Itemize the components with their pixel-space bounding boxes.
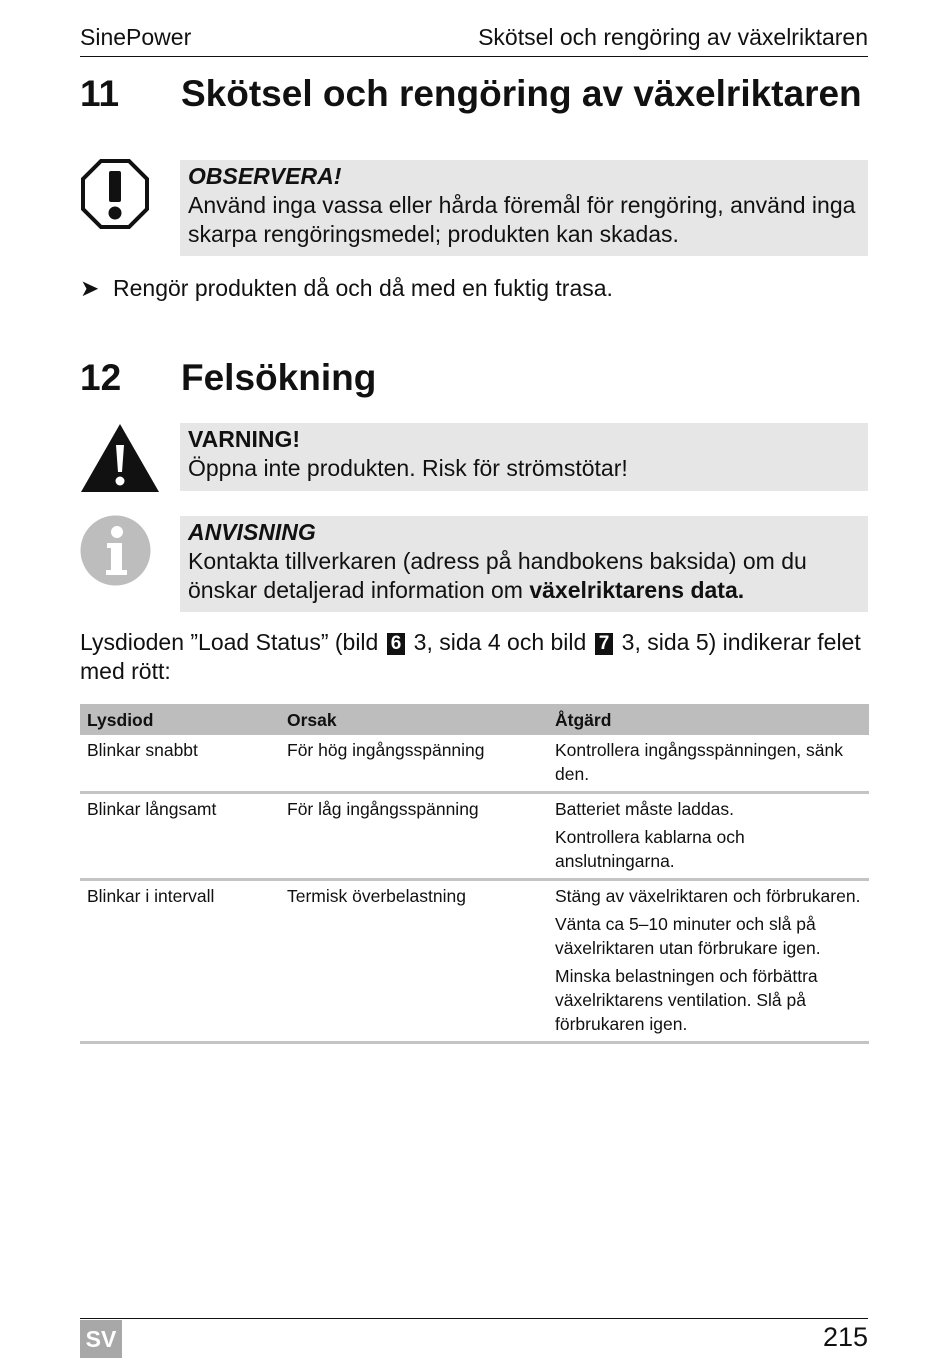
figure-ref-badge: 6 bbox=[387, 633, 406, 655]
troubleshooting-table bbox=[80, 704, 869, 1044]
section-number: 12 bbox=[80, 357, 122, 398]
warning-text: Öppna inte produkten. Risk för strömstötar! bbox=[188, 455, 628, 481]
info-circle-icon bbox=[80, 515, 151, 586]
table-header-row bbox=[80, 704, 869, 735]
info-emphasis: växelriktarens data. bbox=[529, 577, 745, 603]
cause-cell: För låg ingångsspänning bbox=[280, 793, 548, 880]
action-item: Minska belastningen och förbättra växelriktarens ventilation. Slå på förbrukaren igen. bbox=[555, 966, 818, 1034]
page-number: 215 bbox=[822, 1322, 868, 1352]
action-item: Kontrollera ingångsspänningen, sänk den. bbox=[555, 740, 843, 784]
info-box bbox=[180, 516, 868, 612]
notice-title: OBSERVERA! bbox=[188, 163, 342, 189]
bullet-arrow-icon: ➤ bbox=[80, 275, 100, 301]
section-title: Felsökning bbox=[181, 357, 377, 398]
column-header: Åtgärd bbox=[548, 704, 869, 735]
table-row bbox=[80, 735, 869, 793]
stop-octagon-icon bbox=[80, 158, 150, 230]
action-item: Kontrollera kablarna och anslutningarna. bbox=[555, 827, 745, 871]
action-item: Batteriet måste laddas. bbox=[555, 799, 734, 819]
action-cell bbox=[548, 735, 869, 793]
section-number: 11 bbox=[80, 73, 120, 114]
bullet-text: Rengör produkten då och då med en fuktig trasa. bbox=[113, 275, 613, 301]
column-header: Lysdiod bbox=[80, 704, 280, 735]
section-title: Skötsel och rengöring av växelriktaren bbox=[181, 73, 862, 114]
section-12-heading bbox=[80, 358, 870, 398]
action-cell bbox=[548, 880, 869, 1043]
led-cell: Blinkar långsamt bbox=[80, 793, 280, 880]
table-row bbox=[80, 793, 869, 880]
section-11-heading bbox=[80, 74, 870, 114]
header-section-title: Skötsel och rengöring av växelriktaren bbox=[478, 24, 868, 50]
instruction-bullet bbox=[80, 274, 613, 303]
notice-box bbox=[180, 160, 868, 256]
led-cell: Blinkar i intervall bbox=[80, 880, 280, 1043]
led-cell: Blinkar snabbt bbox=[80, 735, 280, 793]
notice-text: Använd inga vassa eller hårda föremål för rengöring, använd inga skarpa rengöringsmedel; produkten kan skadas. bbox=[188, 192, 856, 247]
action-cell bbox=[548, 793, 869, 880]
table-row bbox=[80, 880, 869, 1043]
warning-title: VARNING! bbox=[188, 426, 301, 452]
header-rule bbox=[80, 56, 868, 57]
column-header: Orsak bbox=[280, 704, 548, 735]
info-text: Kontakta tillverkaren (adress på handbokens baksida) om du önskar detaljerad information om växelriktarens data. bbox=[188, 548, 807, 603]
cause-cell: För hög ingångsspänning bbox=[280, 735, 548, 793]
figure-ref-badge: 7 bbox=[595, 633, 614, 655]
intro-paragraph: Lysdioden ”Load Status” (bild 6 3, sida 4 och bild 7 3, sida 5) indikerar felet med rött: bbox=[80, 629, 861, 684]
footer-rule bbox=[80, 1318, 868, 1319]
language-badge: SV bbox=[80, 1320, 122, 1358]
info-title: ANVISNING bbox=[188, 519, 316, 545]
warning-box bbox=[180, 423, 868, 491]
action-item: Vänta ca 5–10 minuter och slå på växelriktaren utan förbrukare igen. bbox=[555, 914, 821, 958]
warning-triangle-icon bbox=[80, 423, 160, 493]
header-brand: SinePower bbox=[80, 24, 192, 50]
cause-cell: Termisk överbelastning bbox=[280, 880, 548, 1043]
action-item: Stäng av växelriktaren och förbrukaren. bbox=[555, 886, 861, 906]
